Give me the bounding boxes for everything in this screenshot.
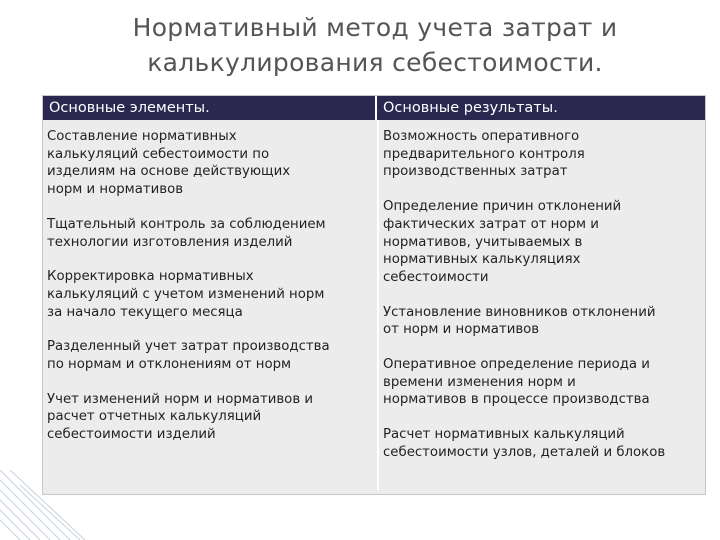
element-item: Учет изменений норм и нормативов и расчет отчетных калькуляций себестоимости изделий xyxy=(47,391,314,443)
comparison-table xyxy=(42,95,706,495)
element-item: Тщательный контроль за соблюдением технологии изготовления изделий xyxy=(47,216,326,250)
result-item: Определение причин отклонений фактических затрат от норм и нормативов, учитываемых в нормативных калькуляциях себестоимости xyxy=(383,199,622,285)
result-item: Оперативное определение периода и времени изменения норм и нормативов в процессе производства xyxy=(383,357,650,408)
header-elements: Основные элементы. xyxy=(43,96,377,120)
element-item: Корректировка нормативных калькуляций с учетом изменений норм за начало текущего месяца xyxy=(47,269,325,320)
slide-title xyxy=(60,10,690,80)
element-item: Разделенный учет затрат производства по нормам и отклонениям от норм xyxy=(47,339,330,373)
result-item: Установление виновников отклонений от норм и нормативов xyxy=(383,304,656,338)
elements-column xyxy=(43,120,377,490)
table-header xyxy=(43,96,705,120)
result-item: Расчет нормативных калькуляций себестоимости узлов, деталей и блоков xyxy=(383,427,666,460)
results-column xyxy=(379,120,705,490)
element-item: Составление нормативных калькуляций себестоимости по изделиям на основе действующих норм и нормативов xyxy=(47,129,291,198)
header-results: Основные результаты. xyxy=(383,100,558,116)
table-body xyxy=(43,120,705,490)
slide-title-text: Нормативный метод учета затрат и калькулирования себестоимости. xyxy=(132,13,618,77)
result-item: Возможность оперативного предварительного контроля производственных затрат xyxy=(383,129,585,180)
